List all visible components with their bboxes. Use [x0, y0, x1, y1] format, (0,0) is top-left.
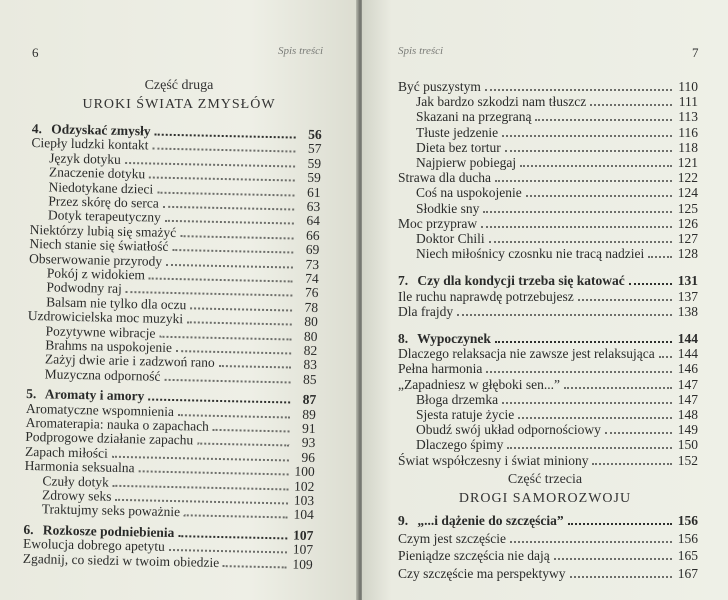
toc-page-number: 131 [677, 273, 698, 289]
toc-entry-title: Pozytywne wibracje [45, 322, 156, 341]
toc-entry-title: Niech stanie się światłość [29, 236, 169, 255]
toc-chapter-number: 8. [398, 331, 409, 346]
toc-entry-title: Sjesta ratuje życie [416, 407, 515, 422]
dot-leader [184, 514, 288, 519]
toc-page-number: 74 [305, 270, 319, 287]
toc-page-number: 107 [292, 527, 314, 543]
toc-page-number: 59 [307, 169, 322, 186]
dot-leader [486, 370, 672, 373]
toc-page-number: 80 [303, 328, 318, 344]
dot-leader [535, 118, 672, 121]
dot-leader [502, 401, 672, 404]
toc-page-number: 59 [307, 155, 322, 171]
toc-page-number: 126 [677, 215, 698, 231]
toc-entry-title: Czuły dotyk [42, 472, 109, 490]
toc-entry-title: Strawa dla ducha [398, 170, 491, 186]
toc-entry-title: Ewolucja dobrego apetytu [22, 536, 165, 555]
toc-entry-title: Błoga drzemka [416, 391, 499, 407]
right-running-header: Spis treści [398, 45, 444, 57]
toc-page-number: 91 [301, 420, 316, 437]
toc-entry-title: Dlaczego relaksacja nie zawsze jest relaksująca [398, 346, 655, 362]
toc-page-number: 144 [677, 331, 698, 346]
toc-page-number: 85 [302, 371, 317, 387]
toc-entry [398, 565, 698, 582]
toc-page-number: 138 [677, 303, 698, 319]
toc-entry-title: Podprogowe działanie zapachu [25, 429, 194, 448]
toc-page-number: 80 [304, 313, 318, 330]
toc-page-number: 127 [677, 231, 698, 246]
toc-entry-title: Język dotyku [49, 150, 121, 167]
toc-page-number: 137 [677, 288, 698, 304]
toc-entry-title: Świat współczesny i świat miniony [398, 452, 589, 468]
dot-leader [629, 282, 672, 285]
toc-page-number: 89 [302, 406, 317, 422]
toc-page-number: 122 [677, 170, 698, 186]
toc-page-number: 124 [677, 185, 698, 201]
toc-entry-title: Zdrowy seks [41, 487, 112, 504]
toc-page-number: 121 [677, 155, 698, 170]
toc-entry [398, 547, 698, 564]
dot-leader [564, 386, 672, 389]
toc-entry-title [398, 512, 564, 529]
toc-entry [398, 452, 698, 469]
toc-chapter [398, 512, 698, 529]
dot-leader [495, 179, 672, 182]
toc-chapter-number: 9. [398, 513, 409, 528]
toc-entry [398, 303, 698, 320]
right-part-heading [362, 472, 728, 507]
toc-page-number: 83 [303, 357, 318, 373]
toc-page-number: 156 [677, 530, 698, 546]
dot-leader [489, 240, 672, 243]
toc-entry-title: Najpierw pobiegaj [416, 155, 517, 170]
toc-page-number: 118 [678, 139, 698, 155]
toc-entry-title: Ile ruchu naprawdę potrzebujesz [398, 288, 574, 304]
toc-page-number: 167 [677, 565, 698, 581]
dot-leader [483, 210, 672, 213]
dot-leader [507, 446, 672, 449]
toc-chapter-title: Aromaty i amory [42, 386, 145, 404]
dot-leader [659, 355, 672, 358]
toc-chapter-number: 6. [23, 521, 34, 537]
toc-page-number: 110 [678, 79, 698, 94]
left-toc [22, 120, 322, 586]
dot-leader [223, 564, 287, 568]
dot-leader [502, 134, 672, 137]
dot-leader [578, 298, 672, 301]
toc-page-number: 82 [303, 342, 318, 359]
toc-entry-title: Balsam nie tylko dla oczu [46, 294, 187, 313]
dot-leader [554, 557, 672, 560]
right-toc-part-three [398, 512, 698, 592]
dot-leader [568, 522, 672, 525]
dot-leader [590, 103, 672, 106]
toc-entry-title: Pieniądze szczęścia nie dają [398, 548, 550, 563]
right-page-number: 7 [692, 45, 699, 60]
dot-leader [526, 194, 672, 197]
toc-chapter-number: 5. [26, 386, 37, 402]
toc-entry-title: Pokój z widokiem [46, 265, 146, 283]
toc-page-number: 64 [306, 213, 321, 229]
toc-page-number: 78 [304, 299, 319, 315]
part-title: DROGI SAMOROZWOJU [458, 491, 632, 506]
dot-leader [648, 255, 672, 258]
toc-entry-title: Słodkie sny [416, 200, 480, 216]
left-page-number: 6 [32, 45, 39, 60]
dot-leader [570, 575, 672, 578]
toc-entry-title: Przez skórę do serca [48, 193, 160, 211]
toc-entry-title: Czy szczęście ma perspektywy [398, 565, 566, 581]
toc-entry-title: Skazani na przegraną [416, 109, 532, 125]
toc-page-number: 116 [678, 124, 698, 140]
toc-entry-title: Niektórzy lubią się smażyć [29, 221, 177, 240]
toc-entry-title: Harmonia seksualna [24, 458, 135, 476]
toc-page-number: 109 [292, 556, 313, 572]
toc-page-number: 149 [677, 422, 698, 438]
toc-entry-title: Dotyk terapeutyczny [47, 207, 161, 226]
part-label: Część trzecia [507, 472, 583, 487]
toc-entry-title: Aromatyczne wspomnienia [25, 400, 175, 419]
toc-entry-title: Aromaterapia: nauka o zapachach [25, 414, 210, 434]
toc-entry-title: Niech miłośnicy czosnku nie tracą nadziei [416, 246, 645, 262]
toc-entry-title: Muzyczna odporność [44, 366, 161, 384]
toc-page-number: 144 [677, 346, 698, 362]
toc-entry-title: Tłuste jedzenie [416, 124, 499, 140]
toc-page-number: 69 [305, 241, 320, 258]
dot-leader [518, 416, 672, 419]
toc-page-number: 103 [293, 492, 315, 508]
toc-entry-title: Niedotykane dzieci [48, 178, 154, 197]
toc-entry-title: „Zapadniesz w głęboki sen...” [398, 376, 560, 392]
toc-page-number: 148 [677, 407, 698, 422]
toc-page-number: 100 [294, 463, 315, 480]
toc-page-number: 111 [678, 94, 698, 110]
toc-page-number: 63 [306, 198, 321, 215]
part-title: UROKI ŚWIATA ZMYSŁÓW [82, 97, 276, 112]
left-running-header: Spis treści [278, 45, 324, 57]
dot-leader [520, 164, 672, 167]
toc-entry [398, 245, 698, 262]
toc-entry-title: Moc przypraw [398, 215, 478, 231]
dot-leader [605, 431, 672, 434]
dot-leader [164, 378, 290, 384]
part-label: Część druga [144, 78, 214, 93]
dot-leader [485, 88, 672, 91]
toc-page-number: 150 [677, 437, 698, 453]
toc-entry-title: Dieta bez tortur [416, 139, 501, 155]
toc-entry-title: Coś na uspokojenie [416, 185, 522, 201]
toc-entry-title: Jak bardzo szkodzi nam tłuszcz [416, 94, 587, 110]
toc-chapter-number: 4. [31, 120, 43, 137]
dot-leader [505, 149, 672, 152]
toc-entry-title: Podwodny raj [46, 279, 123, 297]
toc-page-number: 102 [293, 478, 315, 494]
dot-leader [510, 540, 672, 543]
toc-page-number: 104 [293, 506, 314, 523]
toc-page-number: 56 [308, 126, 322, 143]
toc-chapter-title: Odzyskać zmysły [47, 121, 151, 139]
toc-page-number: 113 [678, 109, 698, 125]
toc-entry-title: Zażyj dwie arie i zadzwoń rano [44, 351, 215, 371]
dot-leader [495, 340, 672, 343]
toc-entry-title: Ciepły ludzki kontakt [31, 135, 149, 153]
toc-entry-title: Obserwowanie przyrody [28, 250, 163, 269]
toc-page-number: 93 [301, 435, 316, 451]
toc-chapter-number: 7. [398, 273, 409, 289]
toc-page-number: 107 [292, 541, 314, 558]
toc-entry-title: Dla frajdy [398, 303, 454, 319]
toc-entry-title: Doktor Chili [416, 231, 485, 246]
toc-entry-title: Brahms na uspokojenie [45, 337, 173, 355]
toc-page-number: 128 [677, 246, 698, 262]
toc-chapter-title: Rozkosze podniebienia [39, 522, 175, 540]
dot-leader [592, 462, 672, 465]
toc-entry-title: Traktujmy seks poważnie [41, 501, 181, 520]
toc-chapter-title: Wypoczynek [414, 331, 491, 346]
toc-page-number: 61 [306, 184, 321, 200]
left-page [0, 0, 358, 600]
toc-chapter-title: Czy dla kondycji trzeba się katować [414, 273, 625, 289]
toc-page-number: 66 [305, 227, 320, 243]
toc-page-number: 146 [677, 361, 698, 377]
toc-entry-title: Czym jest szczęście [398, 530, 506, 546]
toc-page-number: 76 [304, 285, 319, 301]
toc-entry-title: Uzdrowicielska moc muzyki [27, 308, 184, 327]
left-part-heading [0, 78, 358, 113]
toc-page-number: 152 [677, 452, 698, 468]
dot-leader [481, 225, 672, 228]
toc-page-number: 147 [677, 391, 698, 407]
toc-entry-title: Zapach miłości [24, 443, 109, 461]
toc-entry-title: Zgadnij, co siedzi w twoim obiedzie [22, 550, 220, 570]
toc-page-number: 125 [677, 200, 698, 216]
toc-page-number: 165 [677, 548, 698, 563]
toc-page-number: 147 [677, 376, 698, 392]
toc-page-number: 96 [301, 449, 316, 465]
toc-entry-title: Dlaczego śpimy [416, 437, 504, 453]
toc-page-number: 87 [302, 391, 317, 408]
right-toc [398, 78, 698, 468]
toc-entry-title: Znaczenie dotyku [48, 164, 146, 182]
toc-entry-title: Pełna harmonia [398, 361, 483, 377]
toc-entry-title: Obudź swój układ odpornościowy [416, 422, 601, 438]
toc-entry [398, 530, 698, 547]
toc-entry-title: Być puszystym [398, 79, 481, 94]
toc-page-number: 57 [307, 141, 322, 157]
toc-chapter-title: „...i dążenie do szczęścia” [414, 513, 564, 528]
toc-page-number: 73 [305, 256, 320, 272]
right-page [362, 0, 728, 600]
dot-leader [457, 313, 672, 316]
toc-page-number: 156 [677, 513, 698, 528]
